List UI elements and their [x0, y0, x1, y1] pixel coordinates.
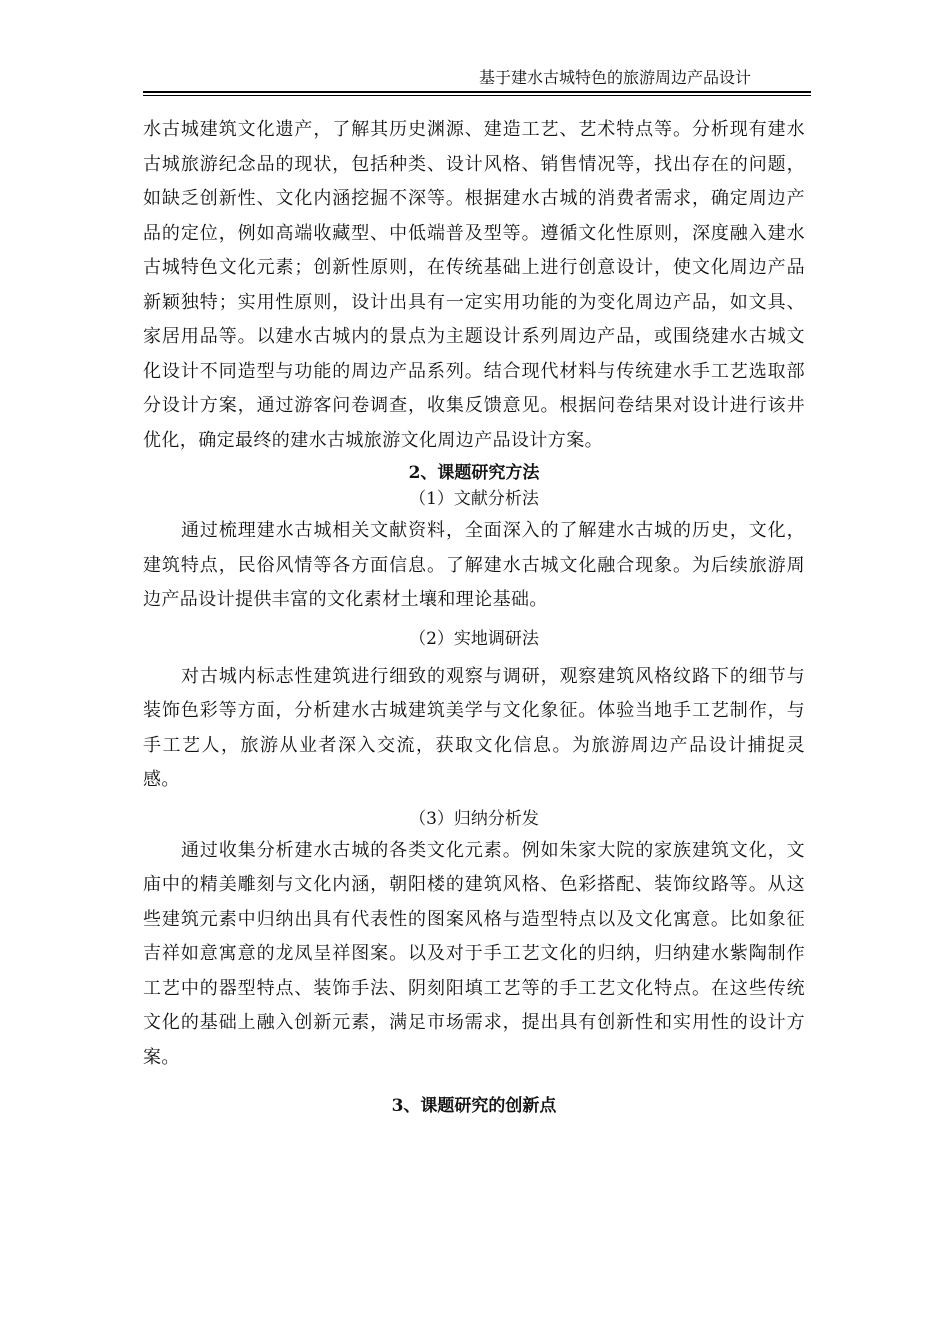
header-rule-thin: [143, 95, 811, 96]
section-heading-research-methods: 2、课题研究方法: [408, 463, 540, 483]
paragraph-literature-analysis: 通过梳理建水古城相关文献资料，全面深入的了解建水古城的历史，文化，建筑特点，民俗风情等各方面信息。了解建水古城文化融合现象。为后续旅游周边产品设计提供丰富的文化素材土壤和理论基础。: [143, 520, 805, 610]
paragraph-field-research: 对古城内标志性建筑进行细致的观察与调研，观察建筑风格纹路下的细节与装饰色彩等方面，分析建水古城建筑美学与文化象征。体验当地手工艺制作，与手工艺人，旅游从业者深入交流，获取文化信息。为旅游周边产品设计捕捉灵感。: [143, 665, 805, 790]
document-body: [143, 113, 805, 1119]
subheading-literature-analysis: （1）文献分析法: [409, 489, 539, 509]
subheading-field-research: （2）实地调研法: [409, 628, 539, 649]
paragraph-inductive-analysis: 通过收集分析建水古城的各类文化元素。例如朱家大院的家族建筑文化，文庙中的精美雕刻与文化内涵，朝阳楼的建筑风格、色彩搭配、装饰纹路等。从这些建筑元素中归纳出具有代表性的图案风格与造型特点以及文化寓意。比如象征吉祥如意寓意的龙凤呈祥图案。以及对于手工艺文化的归纳，归纳建水紫陶制作工艺中的器型特点、装饰手法、阴刻阳填工艺等的手工艺文化特点。在这些传统文化的基础上融入创新元素，满足市场需求，提出具有创新性和实用性的设计方案。: [143, 839, 805, 1068]
subheading-inductive-analysis: （3）归纳分析发: [409, 808, 539, 829]
running-header-title: 基于建水古城特色的旅游周边产品设计: [478, 68, 751, 87]
paragraph-continued: 水古城建筑文化遗产，了解其历史渊源、建造工艺、艺术特点等。分析现有建水古城旅游纪念品的现状，包括种类、设计风格、销售情况等，找出存在的问题，如缺乏创新性、文化内涵挖掘不深等。根据建水古城的消费者需求，确定周边产品的定位，例如高端收藏型、中低端普及型等。遵循文化性原则，深度融入建水古城特色文化元素；创新性原则，在传统基础上进行创意设计，使文化周边产品新颖独特；实用性原则，设计出具有一定实用功能的为变化周边产品，如文具、家居用品等。以建水古城内的景点为主题设计系列周边产品，或围绕建水古城文化设计不同造型与功能的周边产品系列。结合现代材料与传统建水手工艺选取部分设计方案，通过游客问卷调查，收集反馈意见。根据问卷结果对设计进行该井优化，确定最终的建水古城旅游文化周边产品设计方案。: [143, 119, 805, 451]
header-rule-thick: [143, 91, 811, 93]
section-heading-innovation-points: 3、课题研究的创新点: [391, 1096, 557, 1116]
